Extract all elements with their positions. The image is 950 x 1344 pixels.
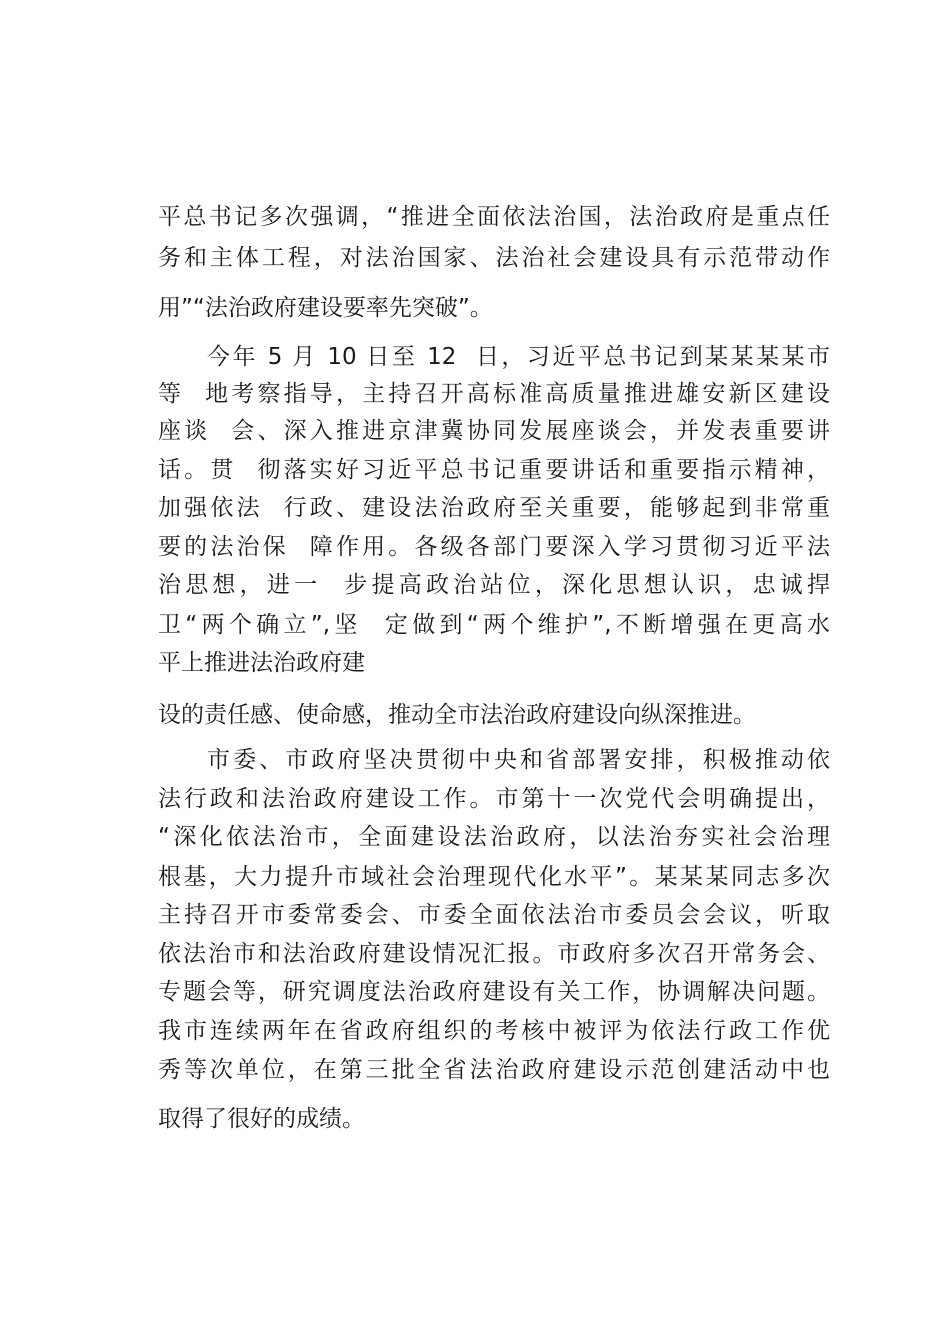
paragraph-2-line-9: 平上推进法治政府建 <box>158 650 365 676</box>
paragraph-2-line-6: 要的法治保 障作用。各级各部门要深入学习贯彻习近平法 <box>158 534 830 560</box>
paragraph-4-line-5: 主持召开市委常委会、市委全面依法治市委员会会议，听取 <box>158 902 830 928</box>
paragraph-2-line-3: 座谈 会、深入推进京津冀协同发展座谈会，并发表重要讲 <box>158 418 830 444</box>
paragraph-2-line-2: 等 地考察指导，主持召开高标准高质量推进雄安新区建设 <box>158 381 830 407</box>
paragraph-2-line-8: 卫“两个确立”,坚 定做到“两个维护”,不断增强在更高水 <box>158 612 830 638</box>
paragraph-4-line-10: 取得了很好的成绩。 <box>158 1106 365 1132</box>
paragraph-4-line-3: “深化依法治市，全面建设法治政府，以法治夯实社会治理 <box>158 824 830 850</box>
paragraph-1-line-3: 用”“法治政府建设要率先突破”。 <box>158 295 493 321</box>
paragraph-4-line-6: 依法治市和法治政府建设情况汇报。市政府多次召开常务会、 <box>158 941 830 967</box>
paragraph-4-line-7: 专题会等，研究调度法治政府建设有关工作，协调解决问题。 <box>158 979 830 1005</box>
paragraph-1-line-2: 务和主体工程，对法治国家、法治社会建设具有示范带动作 <box>158 245 830 271</box>
paragraph-4-line-8: 我市连续两年在省政府组织的考核中被评为依法行政工作优 <box>158 1018 830 1044</box>
paragraph-4-line-9: 秀等次单位，在第三批全省法治政府建设示范创建活动中也 <box>158 1057 830 1083</box>
paragraph-4-line-2: 法行政和法治政府建设工作。市第十一次党代会明确提出， <box>158 786 830 812</box>
paragraph-4-line-4: 根基，大力提升市域社会治理现代化水平”。某某某同志多次 <box>158 864 830 890</box>
paragraph-2-line-5: 加强依法 行政、建设法治政府至关重要，能够起到非常重 <box>158 495 830 521</box>
paragraph-2-line-1: 今年 5 月 10 日至 12 日，习近平总书记到某某某某市 <box>207 344 830 370</box>
paragraph-2-line-7: 治思想，进一 步提高政治站位，深化思想认识，忠诚捍 <box>158 572 830 598</box>
paragraph-3-line-1: 设的责任感、使命感，推动全市法治政府建设向纵深推进。 <box>158 702 756 728</box>
paragraph-2-line-4: 话。贯 彻落实好习近平总书记重要讲话和重要指示精神， <box>158 457 830 483</box>
paragraph-4-line-1: 市委、市政府坚决贯彻中央和省部署安排，积极推动依 <box>207 747 830 773</box>
paragraph-1-line-1: 平总书记多次强调，“推进全面依法治国，法治政府是重点任 <box>158 204 830 230</box>
